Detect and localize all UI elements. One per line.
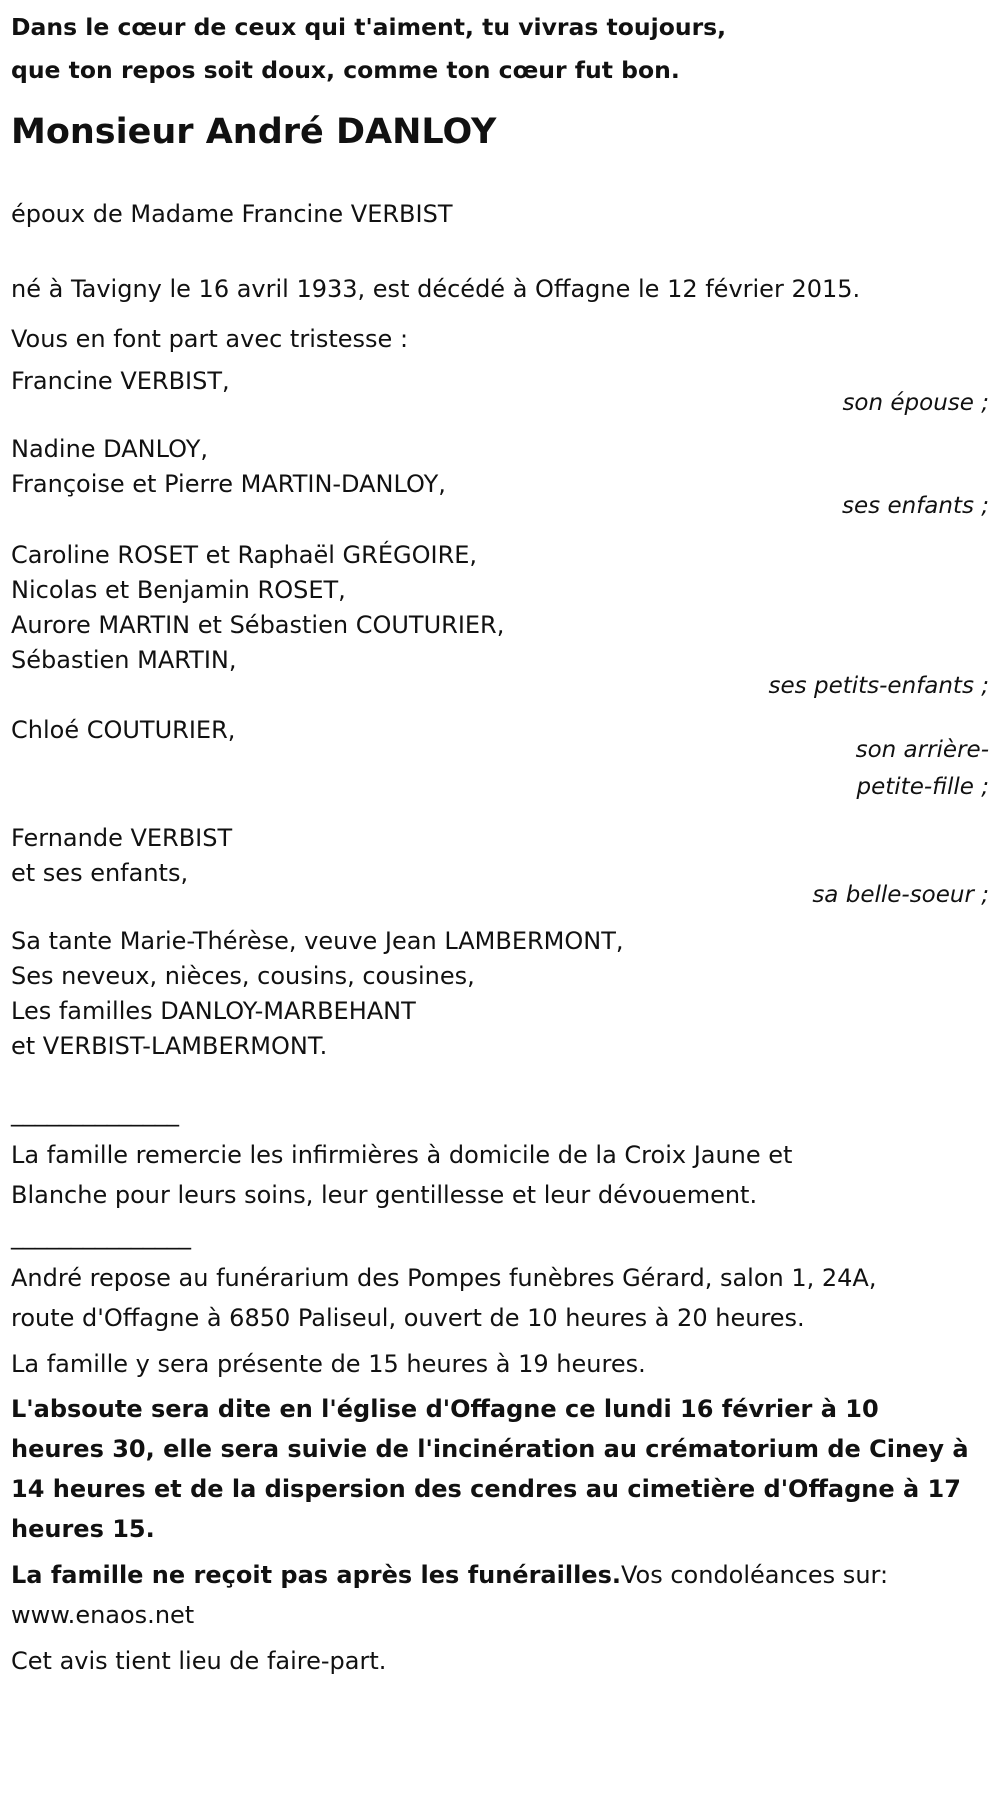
family-name: et ses enfants, — [11, 859, 189, 887]
family-group-children — [11, 429, 989, 526]
ceremony-line: heures 30, elle sera suivie de l'incinération au crématorium de Ciney à — [11, 1435, 969, 1463]
birth-death-line: né à Tavigny le 16 avril 1933, est décédé à Offagne le 12 février 2015. — [11, 275, 861, 303]
family-name: Nicolas et Benjamin ROSET, — [11, 576, 346, 604]
spouse-line: époux de Madame Francine VERBIST — [11, 200, 453, 228]
relation-label: petite-fille ; — [856, 774, 989, 800]
ceremony-line: L'absoute sera dite en l'église d'Offagne ce lundi 16 février à 10 — [11, 1395, 879, 1423]
announcement-intro: Vous en font part avec tristesse : — [11, 325, 409, 353]
family-name: Les familles DANLOY-MARBEHANT — [11, 997, 416, 1025]
condolences-website: www.enaos.net — [11, 1601, 195, 1629]
relation-label: ses petits-enfants ; — [768, 673, 989, 699]
closing-paragraph — [11, 1555, 989, 1635]
epitaph-line: Dans le cœur de ceux qui t'aiment, tu vivras toujours, — [11, 13, 727, 41]
closing-line — [11, 1555, 989, 1595]
family-name: Fernande VERBIST — [11, 824, 233, 852]
family-group-sister-in-law — [11, 818, 989, 915]
epitaph-line: que ton repos soit doux, comme ton cœur fut bon. — [11, 56, 680, 84]
visitation-line: route d'Offagne à 6850 Paliseul, ouvert de 10 heures à 20 heures. — [11, 1304, 805, 1332]
extended-family — [11, 921, 989, 1066]
family-name: Chloé COUTURIER, — [11, 716, 236, 744]
family-name: Aurore MARTIN et Sébastien COUTURIER, — [11, 611, 505, 639]
relation-label: son arrière- — [855, 737, 989, 763]
ceremony-paragraph — [11, 1389, 989, 1549]
relation-label: sa belle-soeur ; — [812, 882, 989, 908]
obituary-notice — [11, 0, 989, 1681]
separator: ______________ — [11, 1099, 179, 1127]
visitation-paragraph — [11, 1258, 989, 1338]
condolences-label: Vos condoléances sur: — [620, 1561, 889, 1589]
family-name: Ses neveux, nièces, cousins, cousines, — [11, 962, 475, 990]
ceremony-line: heures 15. — [11, 1515, 155, 1543]
family-name: Nadine DANLOY, — [11, 435, 208, 463]
deceased-name: Monsieur André DANLOY — [11, 112, 497, 152]
visitation-line: André repose au funérarium des Pompes funèbres Gérard, salon 1, 24A, — [11, 1264, 877, 1292]
family-name: Francine VERBIST, — [11, 367, 230, 395]
epitaph — [11, 6, 989, 92]
family-name: et VERBIST-LAMBERMONT. — [11, 1032, 328, 1060]
separator: _______________ — [11, 1222, 191, 1250]
family-presence: La famille y sera présente de 15 heures à 19 heures. — [11, 1350, 646, 1378]
family-group-great-granddaughter — [11, 710, 989, 807]
family-name: Françoise et Pierre MARTIN-DANLOY, — [11, 470, 446, 498]
thanks-paragraph — [11, 1135, 989, 1215]
family-name: Caroline ROSET et Raphaël GRÉGOIRE, — [11, 541, 478, 569]
relation-label: son épouse ; — [842, 390, 989, 416]
ceremony-line: 14 heures et de la dispersion des cendres au cimetière d'Offagne à 17 — [11, 1475, 961, 1503]
family-name: Sa tante Marie-Thérèse, veuve Jean LAMBERMONT, — [11, 927, 624, 955]
thanks-line: La famille remercie les infirmières à domicile de la Croix Jaune et — [11, 1141, 793, 1169]
family-group-spouse — [11, 361, 989, 423]
no-reception-note: La famille ne reçoit pas après les funérailles. — [11, 1561, 621, 1589]
family-group-grandchildren — [11, 535, 989, 706]
thanks-line: Blanche pour leurs soins, leur gentillesse et leur dévouement. — [11, 1181, 758, 1209]
notice-line: Cet avis tient lieu de faire-part. — [11, 1647, 387, 1675]
family-name: Sébastien MARTIN, — [11, 646, 237, 674]
relation-label: ses enfants ; — [842, 493, 989, 519]
